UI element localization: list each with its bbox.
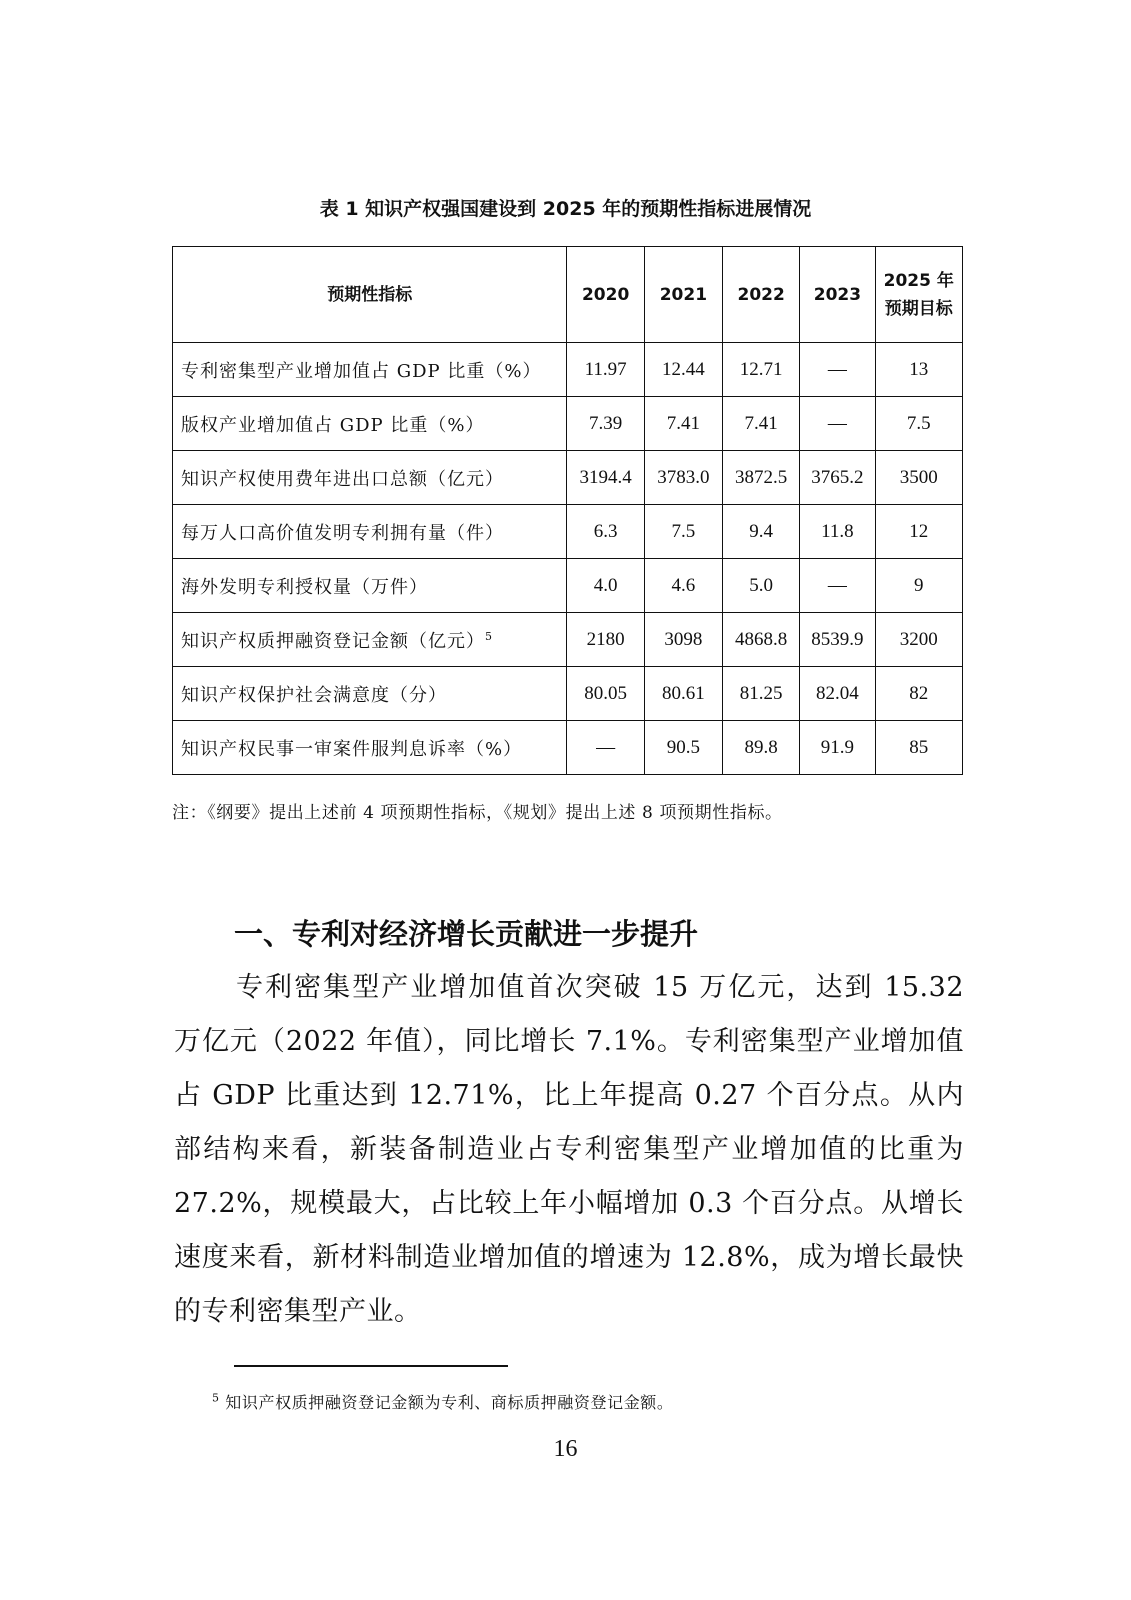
value-cell: 7.41 — [723, 397, 800, 451]
value-cell: 8539.9 — [800, 613, 875, 667]
body-paragraph: 专利密集型产业增加值首次突破 15 万亿元，达到 15.32 万亿元（2022 年值），同比增长 7.1%。专利密集型产业增加值占 GDP 比重达到 12.71%，比上年提高 0.27 个百分点。从内部结构来看，新装备制造业占专利密集型产业增加值的比重为 27.2%，规模最大，占比较上年小幅增加 0.3 个百分点。从增长速度来看，新材料制造业增加值的增速为 12.8%，成为增长最快的专利密集型产业。 — [174, 972, 964, 1327]
table-row — [173, 667, 963, 721]
table-note: 注：《纲要》提出上述前 4 项预期性指标，《规划》提出上述 8 项预期性指标。 — [172, 803, 783, 823]
value-cell: 85 — [875, 721, 962, 775]
header-year: 2020 — [567, 247, 644, 343]
section-heading: 一、专利对经济增长贡献进一步提升 — [234, 917, 699, 951]
value-cell: 3500 — [875, 451, 962, 505]
value-cell: 91.9 — [800, 721, 875, 775]
row-label-text: 知识产权质押融资登记金额（亿元） — [181, 630, 485, 652]
header-year: 2023 — [800, 247, 875, 343]
value-cell: 7.39 — [567, 397, 644, 451]
value-cell: 4.6 — [644, 559, 722, 613]
table-caption: 表 1 知识产权强国建设到 2025 年的预期性指标进展情况 — [319, 198, 812, 220]
header-target: 2025 年预期目标 — [875, 247, 962, 343]
value-cell: 3200 — [875, 613, 962, 667]
value-cell: — — [800, 559, 875, 613]
row-label — [173, 559, 567, 613]
row-label-text: 专利密集型产业增加值占 GDP 比重（%） — [181, 360, 542, 382]
value-cell: 11.8 — [800, 505, 875, 559]
value-cell: 7.5 — [875, 397, 962, 451]
table-row — [173, 559, 963, 613]
table-header-row — [173, 247, 963, 343]
value-cell: 12 — [875, 505, 962, 559]
value-cell: — — [800, 343, 875, 397]
row-label-text: 知识产权使用费年进出口总额（亿元） — [181, 468, 504, 490]
value-cell: 4.0 — [567, 559, 644, 613]
value-cell: 89.8 — [723, 721, 800, 775]
page-number: 16 — [553, 1436, 578, 1462]
value-cell: 11.97 — [567, 343, 644, 397]
value-cell: 7.5 — [644, 505, 722, 559]
value-cell: — — [567, 721, 644, 775]
value-cell: 13 — [875, 343, 962, 397]
footnote-mark: 5 — [212, 1391, 220, 1405]
value-cell: 12.44 — [644, 343, 722, 397]
value-cell: 12.71 — [723, 343, 800, 397]
row-label — [173, 343, 567, 397]
value-cell: 80.05 — [567, 667, 644, 721]
value-cell: 82.04 — [800, 667, 875, 721]
value-cell: 80.61 — [644, 667, 722, 721]
footnote-separator — [234, 1365, 508, 1367]
value-cell: 3872.5 — [723, 451, 800, 505]
value-cell: 3098 — [644, 613, 722, 667]
row-label — [173, 613, 567, 667]
row-label — [173, 505, 567, 559]
header-indicator: 预期性指标 — [173, 247, 567, 343]
row-label — [173, 397, 567, 451]
value-cell: 2180 — [567, 613, 644, 667]
table-row — [173, 397, 963, 451]
value-cell: — — [800, 397, 875, 451]
value-cell: 9 — [875, 559, 962, 613]
value-cell: 6.3 — [567, 505, 644, 559]
row-label-text: 知识产权保护社会满意度（分） — [181, 684, 447, 706]
header-year: 2021 — [644, 247, 722, 343]
row-label-text: 知识产权民事一审案件服判息诉率（%） — [181, 738, 523, 760]
table-row — [173, 451, 963, 505]
row-label-text: 海外发明专利授权量（万件） — [181, 576, 428, 598]
value-cell: 7.41 — [644, 397, 722, 451]
footnote-ref: 5 — [485, 629, 493, 643]
value-cell: 3783.0 — [644, 451, 722, 505]
footnote-text: 知识产权质押融资登记金额为专利、商标质押融资登记金额。 — [225, 1393, 674, 1412]
value-cell: 5.0 — [723, 559, 800, 613]
value-cell: 90.5 — [644, 721, 722, 775]
table-row — [173, 721, 963, 775]
indicator-table — [172, 246, 963, 775]
value-cell: 3765.2 — [800, 451, 875, 505]
row-label — [173, 721, 567, 775]
row-label-text: 版权产业增加值占 GDP 比重（%） — [181, 414, 485, 436]
value-cell: 4868.8 — [723, 613, 800, 667]
row-label — [173, 451, 567, 505]
table-row — [173, 613, 963, 667]
table-row — [173, 505, 963, 559]
footnote — [212, 1390, 674, 1413]
value-cell: 81.25 — [723, 667, 800, 721]
value-cell: 9.4 — [723, 505, 800, 559]
header-year: 2022 — [723, 247, 800, 343]
row-label-text: 每万人口高价值发明专利拥有量（件） — [181, 522, 504, 544]
table-row — [173, 343, 963, 397]
row-label — [173, 667, 567, 721]
value-cell: 82 — [875, 667, 962, 721]
value-cell: 3194.4 — [567, 451, 644, 505]
